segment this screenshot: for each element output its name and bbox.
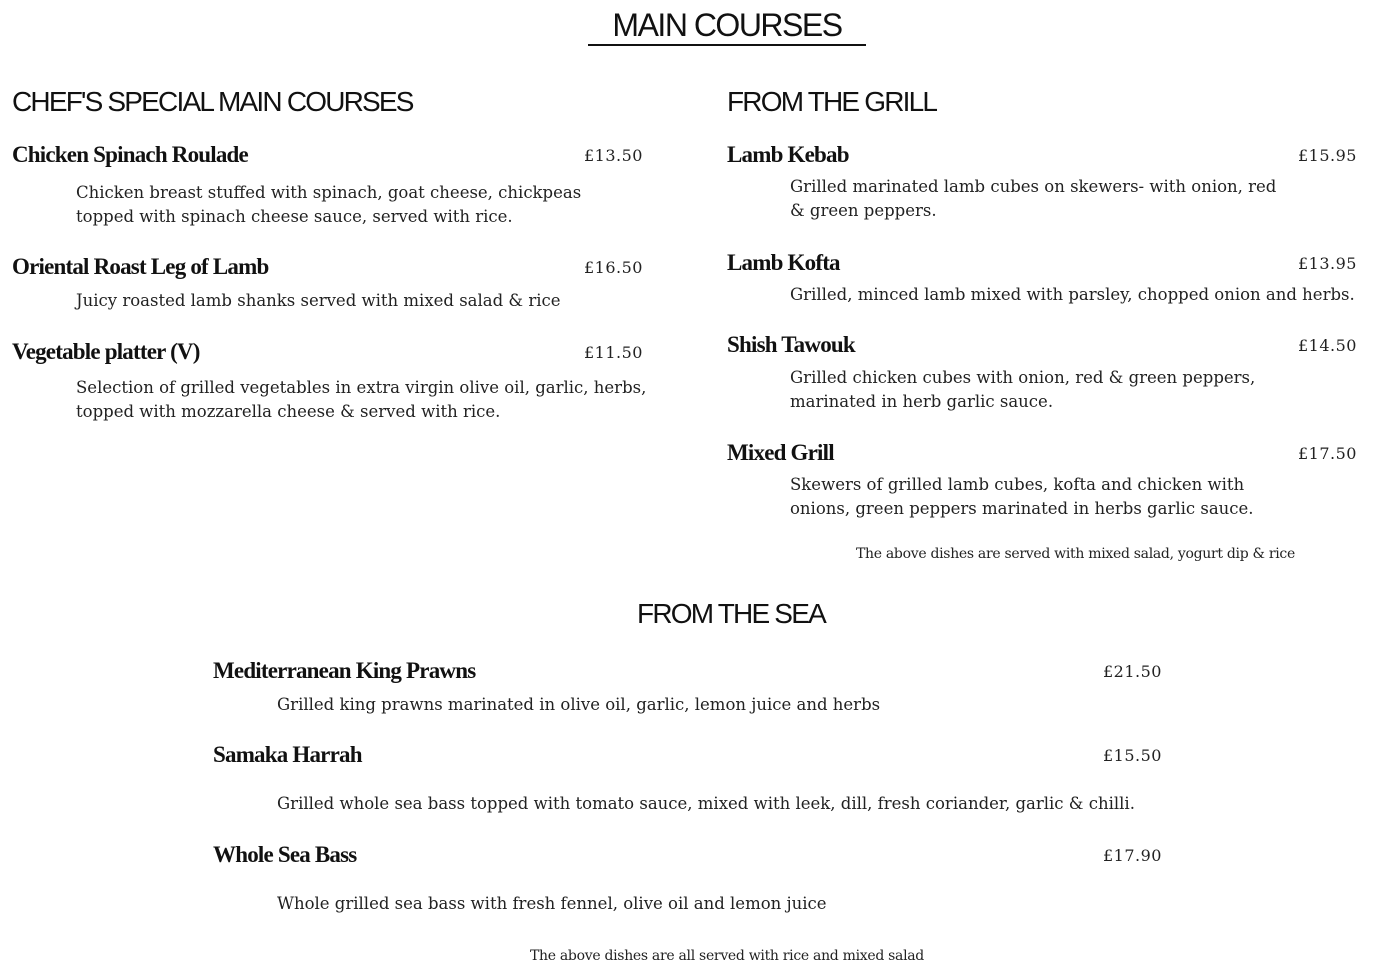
- page-title: MAIN COURSES: [588, 6, 866, 46]
- from-the-sea-heading: FROM THE SEA: [637, 598, 825, 629]
- menu-item-description: Chicken breast stuffed with spinach, goat cheese, chickpeas topped with spinach cheese sauce, served with rice.: [76, 183, 582, 226]
- menu-item-name: Mediterranean King Prawns: [213, 658, 476, 683]
- menu-item-description: Grilled chicken cubes with onion, red & green peppers, marinated in herb garlic sauce.: [790, 368, 1256, 411]
- menu-item-price: £21.50: [1103, 662, 1162, 681]
- menu-item-description: Selection of grilled vegetables in extra virgin olive oil, garlic, herbs, topped with mozzarella cheese & served with rice.: [76, 378, 647, 421]
- menu-item-price: £17.90: [1103, 846, 1162, 865]
- menu-item-price: £15.95: [1298, 146, 1357, 165]
- menu-item-price: £17.50: [1298, 444, 1357, 463]
- menu-item-name: Lamb Kofta: [727, 250, 840, 275]
- menu-item-price: £15.50: [1103, 746, 1162, 765]
- menu-item-price: £14.50: [1298, 336, 1357, 355]
- menu-item-name: Chicken Spinach Roulade: [12, 142, 248, 167]
- menu-item-name: Oriental Roast Leg of Lamb: [12, 254, 269, 279]
- menu-item-name: Lamb Kebab: [727, 142, 849, 167]
- menu-item-description: Grilled king prawns marinated in olive oil, garlic, lemon juice and herbs: [277, 695, 881, 714]
- menu-item-description: Grilled, minced lamb mixed with parsley, chopped onion and herbs.: [790, 285, 1355, 304]
- menu-item-name: Mixed Grill: [727, 440, 834, 465]
- menu-item-name: Vegetable platter (V): [12, 339, 200, 364]
- menu-item-price: £16.50: [584, 258, 643, 277]
- menu-item-description: Whole grilled sea bass with fresh fennel, olive oil and lemon juice: [277, 894, 827, 913]
- menu-item-price: £11.50: [584, 343, 643, 362]
- menu-item-name: Samaka Harrah: [213, 742, 362, 767]
- from-the-grill-heading: FROM THE GRILL: [727, 86, 937, 117]
- sea-serving-note: The above dishes are all served with rice and mixed salad: [530, 948, 924, 964]
- menu-item-description: Grilled marinated lamb cubes on skewers- with onion, red & green peppers.: [790, 177, 1277, 220]
- grill-serving-note: The above dishes are served with mixed salad, yogurt dip & rice: [856, 546, 1295, 562]
- menu-item-description: Juicy roasted lamb shanks served with mixed salad & rice: [76, 291, 561, 310]
- menu-item-name: Whole Sea Bass: [213, 842, 357, 867]
- menu-item-price: £13.50: [584, 146, 643, 165]
- menu-item-description: Skewers of grilled lamb cubes, kofta and chicken with onions, green peppers marinated in herbs garlic sauce.: [790, 475, 1254, 518]
- menu-item-description: Grilled whole sea bass topped with tomato sauce, mixed with leek, dill, fresh coriander, garlic & chilli.: [277, 794, 1135, 813]
- menu-item-price: £13.95: [1298, 254, 1357, 273]
- chefs-special-heading: CHEF'S SPECIAL MAIN COURSES: [12, 86, 413, 117]
- menu-item-name: Shish Tawouk: [727, 332, 855, 357]
